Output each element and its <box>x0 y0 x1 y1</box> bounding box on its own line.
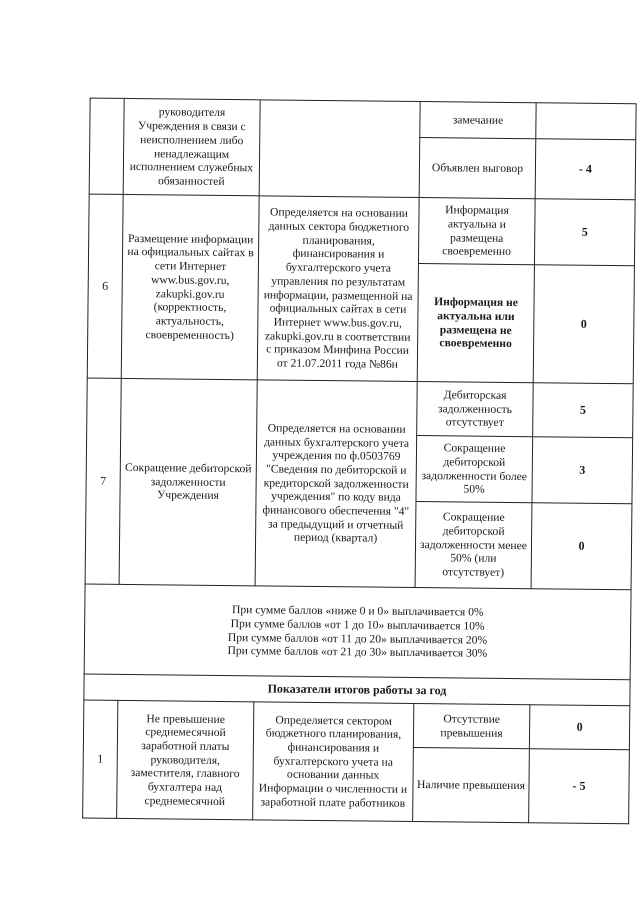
condition-cell: Отсутствие превышения <box>413 703 529 748</box>
payout-summary <box>84 584 631 680</box>
criterion-title: Сокращение дебиторской задолженности Учреждения <box>119 378 257 585</box>
row-number: 7 <box>85 378 121 584</box>
score-cell: 5 <box>534 199 635 266</box>
condition-cell: Сокращение дебиторской задолженности менее 50% (или отсутствует) <box>415 502 532 589</box>
criterion-method: Определяется на основании данных бухгалтерского учета учреждения по ф.0503769 "Сведения по дебиторской и кредиторской задолженности учреждения" по коду вида финансового обеспечения "4" за предыдущий и отчетный период (квартал) <box>255 380 417 588</box>
condition-cell: Информация актуальна и размещена своевременно <box>418 198 535 265</box>
criterion-title: Размещение информации на официальных сайтах в сети Интернет www.bus.gov.ru, zakupki.gov.ru (корректность, актуальность, своевременность) <box>121 194 259 379</box>
section-title: Показатели итогов работы за год <box>84 674 630 706</box>
criterion-method <box>259 100 420 198</box>
score-cell: 3 <box>532 437 633 504</box>
row-number: 1 <box>83 700 118 818</box>
summary-line: При сумме баллов «от 1 до 10» выплачивается 10% <box>230 616 485 633</box>
summary-line: При сумме баллов «ниже 0 и 0» выплачивается 0% <box>231 603 484 619</box>
condition-cell: Дебиторская задолженность отсутствует <box>417 382 534 437</box>
criteria-table <box>82 98 637 825</box>
condition-cell: Наличие превышения <box>413 747 530 822</box>
summary-line: При сумме баллов «от 11 до 20» выплачивается 20% <box>227 630 488 647</box>
summary-line: При сумме баллов «от 21 до 30» выплачивается 30% <box>227 644 488 660</box>
score-cell: 0 <box>529 705 629 750</box>
condition-cell: Объявлен выговор <box>419 138 536 199</box>
condition-cell: Сокращение дебиторской задолженности более 50% <box>416 436 533 503</box>
score-cell: 0 <box>533 265 634 384</box>
row-number: 6 <box>87 194 123 378</box>
condition-cell: замечание <box>420 102 536 139</box>
criterion-title: Не превышение среднемесячной заработной платы руководителя, заместителя, главного бухгалтера над среднемесячной <box>117 700 254 819</box>
table-row <box>88 194 635 266</box>
score-cell: 5 <box>533 383 634 438</box>
criterion-method: Определяется сектором бюджетного планирования, финансирования и бухгалтерского учета на основании данных Информации о численности и заработной плате работников <box>253 702 414 822</box>
table-row <box>83 700 629 750</box>
table-row <box>87 378 634 438</box>
row-number <box>89 98 124 194</box>
criterion-method: Определяется на основании данных сектора бюджетного планирования, финансирования и бухгалтерского учета управления по результатам информации, размещенной на официальных сайтах в сети Интернет www.bus.gov.ru, zakupki.gov.ru в соответствии с приказом Минфина России от 21.07.2011 года №86н <box>257 196 419 382</box>
score-cell: - 4 <box>535 139 636 200</box>
summary-row <box>84 584 631 680</box>
score-cell: 0 <box>531 503 632 590</box>
criterion-title: руководителя Учреждения в связи с неисполнением либо ненадлежащим исполнением служебных обязанностей <box>123 98 260 195</box>
score-cell <box>536 103 636 140</box>
score-cell: - 5 <box>529 749 630 824</box>
table-row <box>90 98 636 140</box>
condition-cell: Информация не актуальна или размещена не своевременно <box>417 264 534 383</box>
